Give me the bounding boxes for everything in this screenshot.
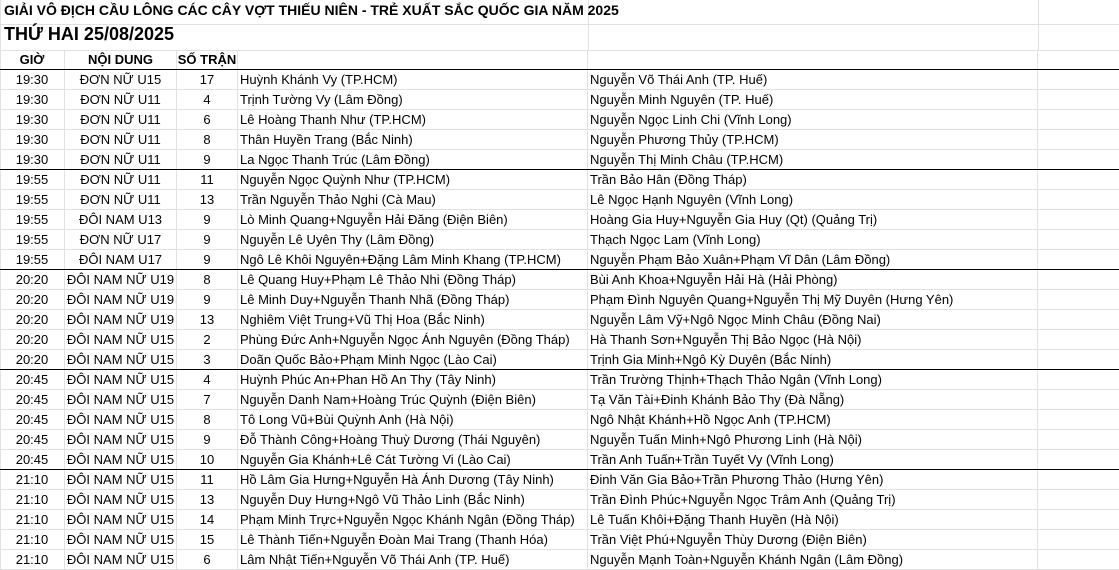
empty-cell[interactable] bbox=[1038, 270, 1119, 290]
time-cell[interactable]: 20:20 bbox=[0, 350, 65, 370]
player1-cell[interactable]: Nguyễn Danh Nam+Hoàng Trúc Quỳnh (Điện Biên) bbox=[238, 390, 588, 410]
table-row bbox=[0, 530, 1119, 550]
player2-cell[interactable]: Bùi Anh Khoa+Nguyễn Hải Hà (Hải Phòng) bbox=[588, 270, 1038, 290]
match-number-cell[interactable]: 9 bbox=[177, 210, 238, 230]
player1-cell[interactable]: Đỗ Thành Công+Hoàng Thuỳ Dương (Thái Nguyên) bbox=[238, 430, 588, 450]
time-cell[interactable]: 20:45 bbox=[0, 430, 65, 450]
header-event[interactable]: NỘI DUNG bbox=[65, 50, 177, 70]
match-number-cell[interactable]: 9 bbox=[177, 230, 238, 250]
player1-cell[interactable]: La Ngọc Thanh Trúc (Lâm Đồng) bbox=[238, 150, 588, 170]
table-row bbox=[0, 70, 1119, 90]
event-cell[interactable]: ĐÔI NAM NỮ U15 bbox=[65, 510, 177, 530]
time-cell[interactable]: 20:20 bbox=[0, 290, 65, 310]
player1-cell[interactable]: Nghiêm Việt Trung+Vũ Thị Hoa (Bắc Ninh) bbox=[238, 310, 588, 330]
time-cell[interactable]: 21:10 bbox=[0, 510, 65, 530]
time-cell[interactable]: 19:55 bbox=[0, 250, 65, 270]
event-cell[interactable]: ĐƠN NỮ U11 bbox=[65, 190, 177, 210]
schedule-date: THỨ HAI 25/08/2025 bbox=[4, 24, 175, 44]
header-time[interactable]: GIỜ bbox=[0, 50, 65, 70]
time-cell[interactable]: 19:55 bbox=[0, 190, 65, 210]
event-cell[interactable]: ĐÔI NAM NỮ U15 bbox=[65, 530, 177, 550]
header-player2[interactable] bbox=[588, 50, 1038, 70]
empty-cell[interactable] bbox=[1038, 310, 1119, 330]
player1-cell[interactable]: Hồ Lâm Gia Hưng+Nguyễn Hà Ánh Dương (Tây Ninh) bbox=[238, 470, 588, 490]
table-row bbox=[0, 310, 1119, 330]
event-cell[interactable]: ĐÔI NAM NỮ U19 bbox=[65, 270, 177, 290]
player2-cell[interactable]: Nguyễn Minh Nguyên (TP. Huế) bbox=[588, 90, 1038, 110]
match-number-cell[interactable]: 13 bbox=[177, 490, 238, 510]
match-number-cell[interactable]: 15 bbox=[177, 530, 238, 550]
event-cell[interactable]: ĐÔI NAM NỮ U15 bbox=[65, 450, 177, 470]
player2-cell[interactable]: Lê Tuấn Khôi+Đặng Thanh Huyền (Hà Nội) bbox=[588, 510, 1038, 530]
table-row bbox=[0, 330, 1119, 350]
player1-cell[interactable]: Ngô Lê Khôi Nguyên+Đặng Lâm Minh Khang (TP.HCM) bbox=[238, 250, 588, 270]
match-number-cell[interactable]: 6 bbox=[177, 110, 238, 130]
match-number-cell[interactable]: 13 bbox=[177, 190, 238, 210]
table-row bbox=[0, 270, 1119, 290]
event-cell[interactable]: ĐÔI NAM NỮ U19 bbox=[65, 310, 177, 330]
match-number-cell[interactable]: 8 bbox=[177, 270, 238, 290]
player2-cell[interactable]: Trần Trường Thịnh+Thạch Thảo Ngân (Vĩnh Long) bbox=[588, 370, 1038, 390]
empty-cell[interactable] bbox=[1038, 370, 1119, 390]
time-cell[interactable]: 19:30 bbox=[0, 110, 65, 130]
time-cell[interactable]: 19:30 bbox=[0, 150, 65, 170]
match-number-cell[interactable]: 9 bbox=[177, 250, 238, 270]
player1-cell[interactable]: Huỳnh Phúc An+Phan Hồ An Thy (Tây Ninh) bbox=[238, 370, 588, 390]
event-cell[interactable]: ĐƠN NỮ U11 bbox=[65, 150, 177, 170]
player2-cell[interactable]: Trần Đình Phúc+Nguyễn Ngọc Trâm Anh (Quảng Trị) bbox=[588, 490, 1038, 510]
event-cell[interactable]: ĐÔI NAM NỮ U15 bbox=[65, 490, 177, 510]
time-cell[interactable]: 20:20 bbox=[0, 310, 65, 330]
event-cell[interactable]: ĐÔI NAM NỮ U15 bbox=[65, 330, 177, 350]
table-row bbox=[0, 190, 1119, 210]
player2-cell[interactable]: Trần Việt Phú+Nguyễn Thùy Dương (Điện Biên) bbox=[588, 530, 1038, 550]
player1-cell[interactable]: Huỳnh Khánh Vy (TP.HCM) bbox=[238, 70, 588, 90]
empty-cell[interactable] bbox=[1038, 550, 1119, 570]
player1-cell[interactable]: Trần Nguyễn Thảo Nghi (Cà Mau) bbox=[238, 190, 588, 210]
table-row bbox=[0, 250, 1119, 270]
empty-cell[interactable] bbox=[1038, 170, 1119, 190]
player2-cell[interactable]: Nguyễn Phạm Bảo Xuân+Phạm Vĩ Dân (Lâm Đồng) bbox=[588, 250, 1038, 270]
player1-cell[interactable]: Phạm Minh Trực+Nguyễn Ngọc Khánh Ngân (Đồng Tháp) bbox=[238, 510, 588, 530]
player2-cell[interactable]: Nguyễn Phương Thủy (TP.HCM) bbox=[588, 130, 1038, 150]
player2-cell[interactable]: Nguyễn Tuấn Minh+Ngô Phương Linh (Hà Nội) bbox=[588, 430, 1038, 450]
match-number-cell[interactable]: 9 bbox=[177, 150, 238, 170]
event-cell[interactable]: ĐƠN NỮ U17 bbox=[65, 230, 177, 250]
player2-cell[interactable]: Trịnh Gia Minh+Ngô Kỳ Duyên (Bắc Ninh) bbox=[588, 350, 1038, 370]
match-number-cell[interactable]: 6 bbox=[177, 550, 238, 570]
empty-cell[interactable] bbox=[1038, 70, 1119, 90]
time-cell[interactable]: 19:30 bbox=[0, 70, 65, 90]
player1-cell[interactable]: Lê Quang Huy+Phạm Lê Thảo Nhi (Đồng Tháp) bbox=[238, 270, 588, 290]
match-number-cell[interactable]: 9 bbox=[177, 430, 238, 450]
empty-cell[interactable] bbox=[1038, 450, 1119, 470]
table-row bbox=[0, 370, 1119, 390]
player1-cell[interactable]: Lê Hoàng Thanh Như (TP.HCM) bbox=[238, 110, 588, 130]
empty-cell[interactable] bbox=[1038, 150, 1119, 170]
player1-cell[interactable]: Nguyễn Ngọc Quỳnh Như (TP.HCM) bbox=[238, 170, 588, 190]
empty-cell[interactable] bbox=[1038, 410, 1119, 430]
table-row bbox=[0, 390, 1119, 410]
table-row bbox=[0, 470, 1119, 490]
time-cell[interactable]: 20:45 bbox=[0, 450, 65, 470]
empty-cell[interactable] bbox=[1038, 430, 1119, 450]
table-row bbox=[0, 150, 1119, 170]
player1-cell[interactable]: Tô Long Vũ+Bùi Quỳnh Anh (Hà Nội) bbox=[238, 410, 588, 430]
time-cell[interactable]: 19:55 bbox=[0, 170, 65, 190]
player2-cell[interactable]: Nguyễn Mạnh Toàn+Nguyễn Khánh Ngân (Lâm Đồng) bbox=[588, 550, 1038, 570]
empty-cell[interactable] bbox=[1038, 130, 1119, 150]
table-row bbox=[0, 550, 1119, 570]
player1-cell[interactable]: Lâm Nhật Tiến+Nguyễn Võ Thái Anh (TP. Huế) bbox=[238, 550, 588, 570]
table-row bbox=[0, 430, 1119, 450]
player1-cell[interactable]: Nguyễn Gia Khánh+Lê Cát Tường Vi (Lào Cai) bbox=[238, 450, 588, 470]
match-number-cell[interactable]: 13 bbox=[177, 310, 238, 330]
header-match[interactable]: SỐ TRẬN bbox=[177, 50, 238, 70]
match-number-cell[interactable]: 3 bbox=[177, 350, 238, 370]
event-cell[interactable]: ĐÔI NAM NỮ U15 bbox=[65, 370, 177, 390]
event-cell[interactable]: ĐÔI NAM NỮ U15 bbox=[65, 550, 177, 570]
table-row bbox=[0, 290, 1119, 310]
empty-cell[interactable] bbox=[1038, 210, 1119, 230]
table-row bbox=[0, 170, 1119, 190]
match-number-cell[interactable]: 9 bbox=[177, 290, 238, 310]
event-cell[interactable]: ĐÔI NAM NỮ U15 bbox=[65, 410, 177, 430]
table-row bbox=[0, 130, 1119, 150]
table-row bbox=[0, 510, 1119, 530]
player1-cell[interactable]: Phùng Đức Anh+Nguyễn Ngọc Ánh Nguyên (Đồng Tháp) bbox=[238, 330, 588, 350]
player1-cell[interactable]: Lê Thành Tiến+Nguyễn Đoàn Mai Trang (Thanh Hóa) bbox=[238, 530, 588, 550]
table-row bbox=[0, 110, 1119, 130]
player2-cell[interactable]: Nguyễn Lâm Vỹ+Ngô Ngọc Minh Châu (Đồng Nai) bbox=[588, 310, 1038, 330]
match-number-cell[interactable]: 2 bbox=[177, 330, 238, 350]
event-cell[interactable]: ĐƠN NỮ U15 bbox=[65, 70, 177, 90]
table-row bbox=[0, 450, 1119, 470]
time-cell[interactable]: 20:45 bbox=[0, 410, 65, 430]
table-row bbox=[0, 230, 1119, 250]
header-row bbox=[0, 50, 1119, 70]
event-cell[interactable]: ĐÔI NAM NỮ U15 bbox=[65, 430, 177, 450]
event-cell[interactable]: ĐÔI NAM NỮ U15 bbox=[65, 350, 177, 370]
empty-cell[interactable] bbox=[1038, 470, 1119, 490]
empty-cell[interactable] bbox=[1038, 510, 1119, 530]
time-cell[interactable]: 20:45 bbox=[0, 370, 65, 390]
player2-cell[interactable]: Tạ Văn Tài+Đinh Khánh Bảo Thy (Đà Nẵng) bbox=[588, 390, 1038, 410]
table-row bbox=[0, 490, 1119, 510]
event-cell[interactable]: ĐÔI NAM U17 bbox=[65, 250, 177, 270]
empty-cell[interactable] bbox=[1038, 490, 1119, 510]
table-row bbox=[0, 410, 1119, 430]
player2-cell[interactable]: Nguyễn Thị Minh Châu (TP.HCM) bbox=[588, 150, 1038, 170]
table-row bbox=[0, 350, 1119, 370]
empty-cell[interactable] bbox=[1038, 390, 1119, 410]
event-cell[interactable]: ĐÔI NAM NỮ U15 bbox=[65, 390, 177, 410]
player1-cell[interactable]: Doãn Quốc Bảo+Phạm Minh Ngọc (Lào Cai) bbox=[238, 350, 588, 370]
time-cell[interactable]: 20:20 bbox=[0, 330, 65, 350]
time-cell[interactable]: 20:45 bbox=[0, 390, 65, 410]
match-number-cell[interactable]: 4 bbox=[177, 370, 238, 390]
event-cell[interactable]: ĐƠN NỮ U11 bbox=[65, 90, 177, 110]
time-cell[interactable]: 21:10 bbox=[0, 470, 65, 490]
match-number-cell[interactable]: 4 bbox=[177, 90, 238, 110]
match-number-cell[interactable]: 8 bbox=[177, 410, 238, 430]
table-row bbox=[0, 90, 1119, 110]
player1-cell[interactable]: Thân Huyền Trang (Bắc Ninh) bbox=[238, 130, 588, 150]
player2-cell[interactable]: Trần Bảo Hân (Đồng Tháp) bbox=[588, 170, 1038, 190]
time-cell[interactable]: 19:55 bbox=[0, 230, 65, 250]
match-number-cell[interactable]: 14 bbox=[177, 510, 238, 530]
grid-line bbox=[1038, 0, 1039, 50]
time-cell[interactable]: 19:30 bbox=[0, 90, 65, 110]
time-cell[interactable]: 19:55 bbox=[0, 210, 65, 230]
player1-cell[interactable]: Trịnh Tường Vy (Lâm Đồng) bbox=[238, 90, 588, 110]
match-number-cell[interactable]: 11 bbox=[177, 470, 238, 490]
player2-cell[interactable]: Hà Thanh Sơn+Nguyễn Thị Bảo Ngọc (Hà Nội) bbox=[588, 330, 1038, 350]
player2-cell[interactable]: Lê Ngọc Hạnh Nguyên (Vĩnh Long) bbox=[588, 190, 1038, 210]
event-cell[interactable]: ĐÔI NAM NỮ U19 bbox=[65, 290, 177, 310]
player2-cell[interactable]: Nguyễn Ngọc Linh Chi (Vĩnh Long) bbox=[588, 110, 1038, 130]
sheet-title: GIẢI VÔ ĐỊCH CẦU LÔNG CÁC CÂY VỢT THIẾU NIÊN - TRẺ XUẤT SẮC QUỐC GIA NĂM 2025 bbox=[4, 2, 619, 18]
empty-cell[interactable] bbox=[1038, 230, 1119, 250]
header-player1[interactable] bbox=[238, 50, 588, 70]
time-cell[interactable]: 21:10 bbox=[0, 550, 65, 570]
event-cell[interactable]: ĐÔI NAM NỮ U15 bbox=[65, 470, 177, 490]
time-cell[interactable]: 21:10 bbox=[0, 530, 65, 550]
player2-cell[interactable]: Hoàng Gia Huy+Nguyễn Gia Huy (Qt) (Quảng Trị) bbox=[588, 210, 1038, 230]
empty-cell[interactable] bbox=[1038, 110, 1119, 130]
table-row bbox=[0, 210, 1119, 230]
player2-cell[interactable]: Đinh Văn Gia Bảo+Trần Phương Thảo (Hưng Yên) bbox=[588, 470, 1038, 490]
match-number-cell[interactable]: 8 bbox=[177, 130, 238, 150]
match-number-cell[interactable]: 10 bbox=[177, 450, 238, 470]
player1-cell[interactable]: Nguyễn Duy Hưng+Ngô Vũ Thảo Linh (Bắc Ninh) bbox=[238, 490, 588, 510]
empty-cell[interactable] bbox=[1038, 350, 1119, 370]
time-cell[interactable]: 21:10 bbox=[0, 490, 65, 510]
event-cell[interactable]: ĐƠN NỮ U11 bbox=[65, 110, 177, 130]
player2-cell[interactable]: Nguyễn Võ Thái Anh (TP. Huế) bbox=[588, 70, 1038, 90]
match-number-cell[interactable]: 11 bbox=[177, 170, 238, 190]
player1-cell[interactable]: Lê Minh Duy+Nguyễn Thanh Nhã (Đồng Tháp) bbox=[238, 290, 588, 310]
player1-cell[interactable]: Lò Minh Quang+Nguyễn Hải Đăng (Điện Biên) bbox=[238, 210, 588, 230]
header-empty[interactable] bbox=[1038, 50, 1119, 70]
empty-cell[interactable] bbox=[1038, 330, 1119, 350]
event-cell[interactable]: ĐƠN NỮ U11 bbox=[65, 170, 177, 190]
empty-cell[interactable] bbox=[1038, 530, 1119, 550]
event-cell[interactable]: ĐÔI NAM U13 bbox=[65, 210, 177, 230]
event-cell[interactable]: ĐƠN NỮ U11 bbox=[65, 130, 177, 150]
empty-cell[interactable] bbox=[1038, 90, 1119, 110]
empty-cell[interactable] bbox=[1038, 190, 1119, 210]
player1-cell[interactable]: Nguyễn Lê Uyên Thy (Lâm Đồng) bbox=[238, 230, 588, 250]
player2-cell[interactable]: Trần Anh Tuấn+Trần Tuyết Vy (Vĩnh Long) bbox=[588, 450, 1038, 470]
player2-cell[interactable]: Thạch Ngọc Lam (Vĩnh Long) bbox=[588, 230, 1038, 250]
empty-cell[interactable] bbox=[1038, 290, 1119, 310]
player2-cell[interactable]: Phạm Đình Nguyên Quang+Nguyễn Thị Mỹ Duyên (Hưng Yên) bbox=[588, 290, 1038, 310]
time-cell[interactable]: 19:30 bbox=[0, 130, 65, 150]
match-number-cell[interactable]: 17 bbox=[177, 70, 238, 90]
match-number-cell[interactable]: 7 bbox=[177, 390, 238, 410]
time-cell[interactable]: 20:20 bbox=[0, 270, 65, 290]
empty-cell[interactable] bbox=[1038, 250, 1119, 270]
player2-cell[interactable]: Ngô Nhật Khánh+Hồ Ngọc Anh (TP.HCM) bbox=[588, 410, 1038, 430]
